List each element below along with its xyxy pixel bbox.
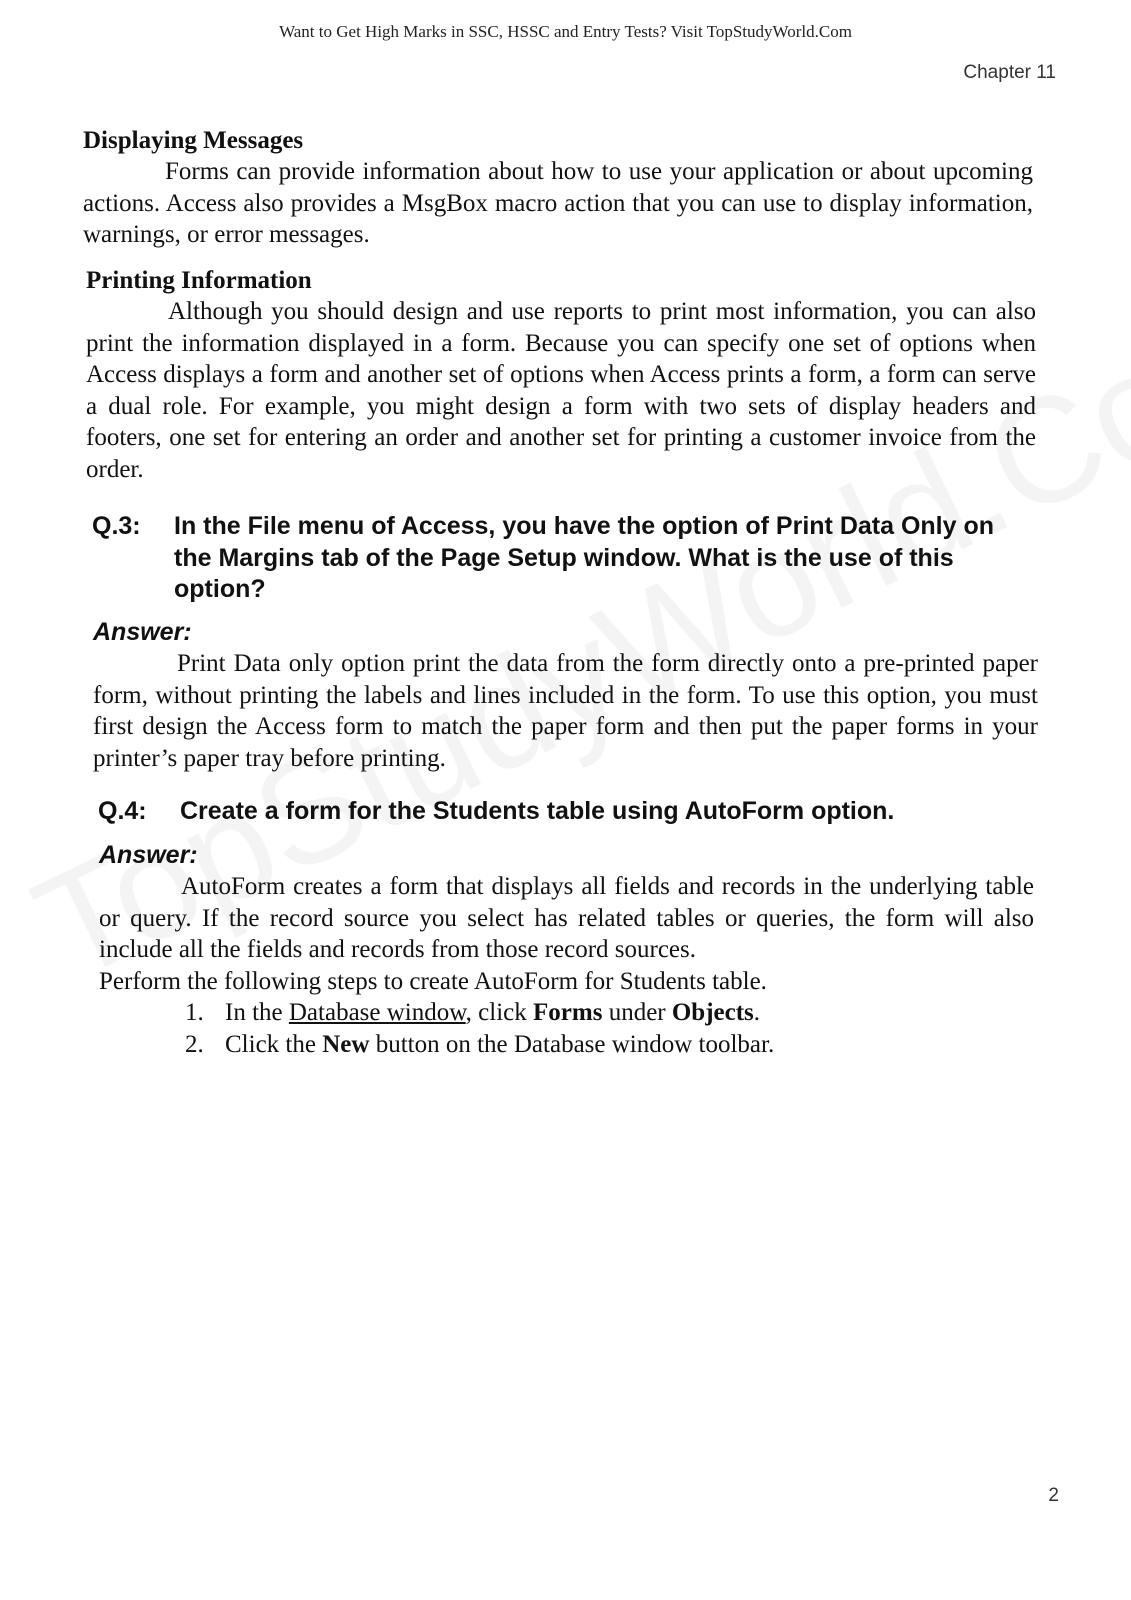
steps-intro: Perform the following steps to create AutoForm for Students table.: [99, 967, 767, 995]
answer-text: Print Data only option print the data from the form directly onto a pre-printed paper form, without printing the labels and lines included in the form. To use this option, you must first design the Access form to match the paper form and then put the paper forms in your printer’s paper tray before printing.: [93, 650, 1038, 772]
section-body: Although you should design and use reports to print most information, you can also print the information displayed in a form. Because you can specify one set of options when Access displays a form and another set of options when Access prints a form, a form can serve a dual role. For example, you might design a form with two sets of display headers and footers, one set for entering an order and another set for printing a customer invoice from the order.: [86, 298, 1036, 483]
answer-label: Answer:: [99, 841, 198, 869]
section-heading: Displaying Messages: [83, 127, 304, 154]
step-bold-term: Forms: [533, 999, 603, 1026]
question-3: [92, 511, 1038, 606]
section-heading: Printing Information: [86, 267, 312, 294]
step-bold-term: New: [322, 1030, 370, 1058]
step-text-part: In the: [225, 999, 289, 1026]
database-window-link: Database window: [288, 999, 466, 1026]
step-number: 1.: [185, 999, 204, 1026]
question-text: In the File menu of Access, you have the option of Print Data Only on the Margins tab of the Page Setup window. What is the use of this option?: [174, 512, 995, 603]
page-number: 2: [1048, 1485, 1059, 1506]
step-text: [225, 1029, 774, 1061]
question-number: Q.3:: [92, 512, 141, 540]
answer-3: [93, 616, 1038, 774]
step-text-part: , click: [465, 999, 534, 1026]
step-text-part: Click the: [225, 1030, 323, 1058]
step-text: [225, 997, 760, 1029]
list-item: [185, 997, 1034, 1029]
section-body: Forms can provide information about how to use your application or about upcoming actions. Access also provides a MsgBox macro action that you can use to display information, warnings, or error messages.: [83, 158, 1033, 248]
step-bold-term: Objects: [671, 999, 754, 1026]
list-item: [185, 1029, 1034, 1061]
question-number: Q.4:: [98, 797, 147, 825]
step-text-part: button on the Database window toolbar.: [369, 1030, 775, 1058]
answer-4: [99, 839, 1034, 1060]
step-number: 2.: [185, 1030, 204, 1058]
section-displaying-messages: [83, 126, 1033, 251]
section-printing-information: [86, 266, 1036, 485]
question-4: [98, 796, 1038, 828]
question-heading: [92, 511, 1038, 606]
step-text-part: .: [753, 999, 761, 1026]
question-text: Create a form for the Students table using AutoForm option.: [180, 797, 895, 825]
answer-label: Answer:: [93, 618, 192, 646]
chapter-label: Chapter 11: [963, 62, 1056, 83]
steps-list: [99, 997, 1034, 1060]
answer-text: AutoForm creates a form that displays all fields and records in the underlying table or query. If the record source you select has related tables or queries, the form will also include all the fields and records from those record sources.: [99, 873, 1034, 963]
step-text-part: under: [602, 999, 672, 1026]
question-heading: [98, 796, 1038, 828]
header-banner: Want to Get High Marks in SSC, HSSC and Entry Tests? Visit TopStudyWorld.Com: [279, 22, 852, 41]
